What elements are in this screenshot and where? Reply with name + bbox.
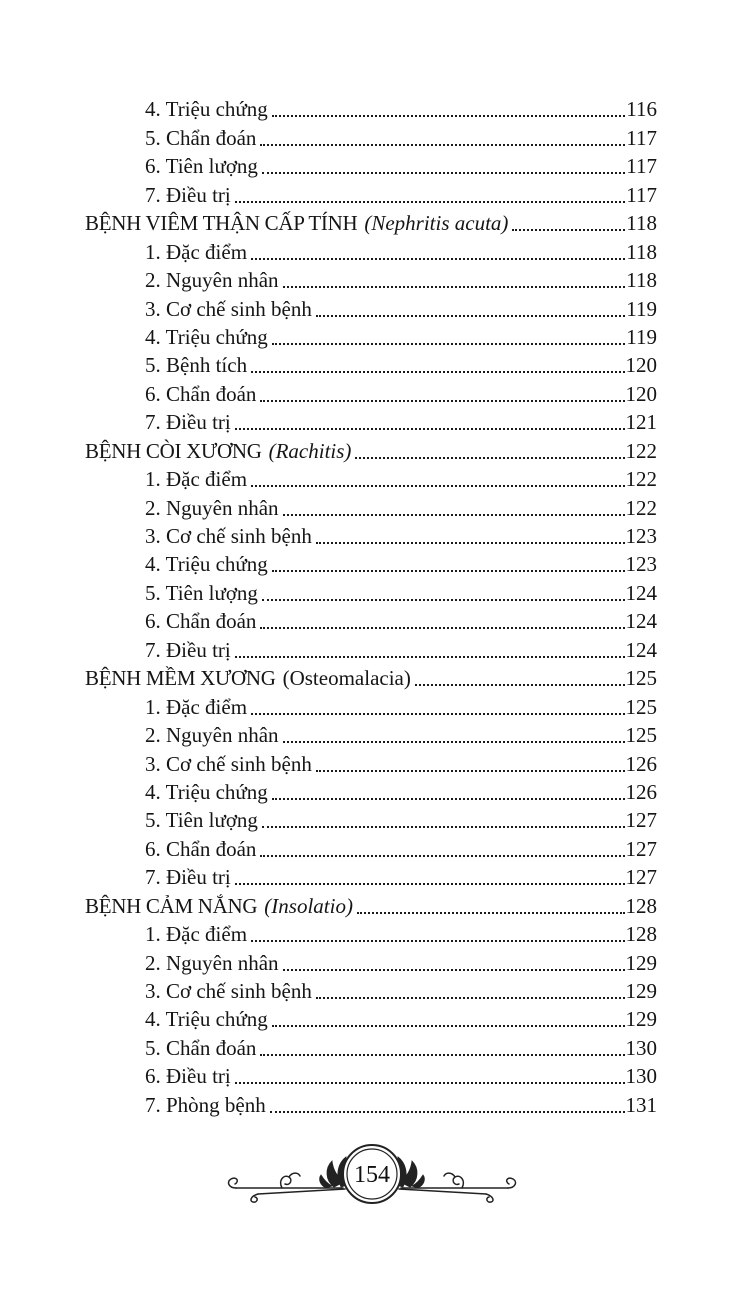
toc-item-row [85,1032,657,1060]
section-title: BỆNH MỀM XƯƠNG [85,666,276,691]
footer-ornament [222,1134,522,1220]
section-title: BỆNH VIÊM THẬN CẤP TÍNH [85,211,358,236]
toc-entry-page-number: 126 [625,751,657,776]
toc-entry-page-number: 119 [626,296,657,321]
toc-entry-label: 4. Triệu chứng [145,324,268,349]
toc-item-row [85,407,657,435]
toc-item-row [85,606,657,634]
section-page-number: 128 [625,893,657,918]
dot-leader [272,343,625,345]
toc-entry-label: 2. Nguyên nhân [145,723,279,748]
dot-leader [251,940,624,942]
toc-entry-label: 6. Tiên lượng [145,154,258,179]
toc-item-row [85,805,657,833]
toc-item-row [85,748,657,776]
page-number: 154 [354,1161,390,1188]
toc-section-heading [85,435,657,463]
toc-entry-page-number: 127 [625,836,657,861]
toc-entry-page-number: 131 [625,1092,657,1117]
page-footer [0,1134,744,1220]
dot-leader [415,684,625,686]
toc-item-row [85,492,657,520]
dot-leader [235,656,625,658]
dot-leader [272,115,625,117]
toc-entry-label: 4. Triệu chứng [145,779,268,804]
dot-leader [235,428,625,430]
toc-item-row [85,521,657,549]
toc-entry-page-number: 116 [626,97,657,122]
toc-item-row [85,122,657,150]
toc-entry-label: 6. Chẩn đoán [145,836,257,861]
toc-item-row [85,549,657,577]
toc-item-row [85,634,657,662]
dot-leader [235,1082,625,1084]
dot-leader [283,286,626,288]
toc-entry-label: 1. Đặc điểm [145,467,248,492]
toc-entry-page-number: 124 [625,637,657,662]
toc-item-row [85,179,657,207]
toc-entry-page-number: 130 [625,1064,657,1089]
toc-item-row [85,976,657,1004]
dot-leader [316,997,625,999]
toc-entry-label: 1. Đặc điểm [145,694,248,719]
section-latin-name: (Rachitis) [268,438,352,463]
toc-entry-page-number: 117 [626,125,657,150]
toc-entry-label: 5. Tiên lượng [145,808,258,833]
toc-entry-page-number: 127 [625,808,657,833]
toc-entry-page-number: 124 [625,609,657,634]
toc-item-row [85,947,657,975]
toc-entry-page-number: 130 [625,1035,657,1060]
dot-leader [316,315,625,317]
toc-item-row [85,577,657,605]
toc-entry-page-number: 120 [625,381,657,406]
toc-item-row [85,293,657,321]
dot-leader [283,969,625,971]
toc-item-row [85,720,657,748]
toc-entry-label: 7. Phòng bệnh [145,1092,266,1117]
toc-item-row [85,322,657,350]
toc-entry-label: 5. Tiên lượng [145,580,258,605]
dot-leader [316,770,625,772]
toc-item-row [85,919,657,947]
toc-section-heading [85,208,657,236]
toc-entry-label: 3. Cơ chế sinh bệnh [145,524,312,548]
toc-entry-page-number: 123 [625,552,657,577]
toc-entry-label: 7. Điều trị [145,865,231,890]
toc-entry-label: 6. Chẩn đoán [145,381,257,406]
toc-item-row [85,777,657,805]
toc-item-row [85,94,657,122]
section-latin-name: (Osteomalacia) [282,666,411,691]
toc-item-row [85,1061,657,1089]
toc-entry-page-number: 129 [625,979,657,1003]
toc-entry-label: 6. Điều trị [145,1064,231,1089]
toc-entry-page-number: 118 [626,268,657,293]
toc-entry-page-number: 128 [625,922,657,947]
toc-entry-page-number: 117 [626,182,657,207]
toc-item-row [85,265,657,293]
toc-entry-page-number: 118 [626,239,657,264]
dot-leader [355,457,624,459]
dot-leader [357,912,625,914]
toc-entry-label: 2. Nguyên nhân [145,268,279,293]
dot-leader [283,741,625,743]
toc-entry-page-number: 122 [625,495,657,520]
toc-entry-label: 3. Cơ chế sinh bệnh [145,296,312,321]
toc-item-row [85,691,657,719]
section-latin-name: (Nephritis acuta) [364,211,509,236]
dot-leader [260,1054,624,1056]
dot-leader [251,485,624,487]
toc-item-row [85,1089,657,1117]
dot-leader [260,144,625,146]
dot-leader [272,1025,625,1027]
dot-leader [262,826,625,828]
toc-entry-label: 5. Chẩn đoán [145,1035,257,1060]
toc-entry-label: 7. Điều trị [145,637,231,662]
dot-leader [270,1111,625,1113]
toc-item-row [85,833,657,861]
toc-entry-page-number: 124 [625,580,657,605]
dot-leader [235,201,626,203]
dot-leader [260,400,624,402]
toc-entry-label: 4. Triệu chứng [145,552,268,577]
toc-entry-label: 1. Đặc điểm [145,922,248,947]
section-latin-name: (Insolatio) [264,893,353,918]
toc-entry-label: 7. Điều trị [145,182,231,207]
toc-item-row [85,151,657,179]
toc-entry-page-number: 129 [625,1007,657,1032]
toc-entry-page-number: 127 [625,865,657,890]
section-page-number: 118 [626,211,657,236]
dot-leader [316,542,625,544]
toc-entry-label: 4. Triệu chứng [145,97,268,122]
dot-leader [235,883,625,885]
dot-leader [262,172,625,174]
section-page-number: 125 [625,666,657,691]
toc-item-row [85,1004,657,1032]
toc-entry-label: 3. Cơ chế sinh bệnh [145,751,312,776]
toc-entry-page-number: 121 [625,410,657,435]
toc-entry-label: 5. Bệnh tích [145,353,248,378]
toc-entry-page-number: 117 [626,154,657,179]
dot-leader [251,258,625,260]
dot-leader [272,570,625,572]
toc-entry-page-number: 120 [625,353,657,378]
toc-entry-label: 2. Nguyên nhân [145,950,279,975]
toc-item-row [85,862,657,890]
dot-leader [512,229,625,231]
toc-entry-page-number: 119 [626,324,657,349]
dot-leader [251,371,624,373]
dot-leader [260,855,624,857]
section-title: BỆNH CẢM NẮNG [85,893,258,918]
toc-item-row [85,378,657,406]
toc-entry-page-number: 123 [625,524,657,548]
toc-entry-page-number: 125 [625,723,657,748]
toc-section-heading [85,890,657,918]
toc-item-row [85,350,657,378]
toc-entry-page-number: 126 [625,779,657,804]
dot-leader [283,514,625,516]
toc-item-row [85,464,657,492]
dot-leader [251,713,624,715]
dot-leader [262,599,625,601]
section-title: BỆNH CÒI XƯƠNG [85,438,262,463]
toc-section-heading [85,663,657,691]
toc-entry-label: 1. Đặc điểm [145,239,248,264]
toc-entry-label: 2. Nguyên nhân [145,495,279,520]
dot-leader [272,798,625,800]
toc-entry-label: 7. Điều trị [145,410,231,435]
toc-entry-label: 3. Cơ chế sinh bệnh [145,979,312,1003]
toc-entry-page-number: 122 [625,467,657,492]
toc-entry-label: 5. Chẩn đoán [145,125,257,150]
toc-entry-page-number: 125 [625,694,657,719]
dot-leader [260,627,624,629]
toc-entry-label: 4. Triệu chứng [145,1007,268,1032]
section-page-number: 122 [625,438,657,463]
toc-item-row [85,236,657,264]
toc-entry-label: 6. Chẩn đoán [145,609,257,634]
toc-entry-page-number: 129 [625,950,657,975]
